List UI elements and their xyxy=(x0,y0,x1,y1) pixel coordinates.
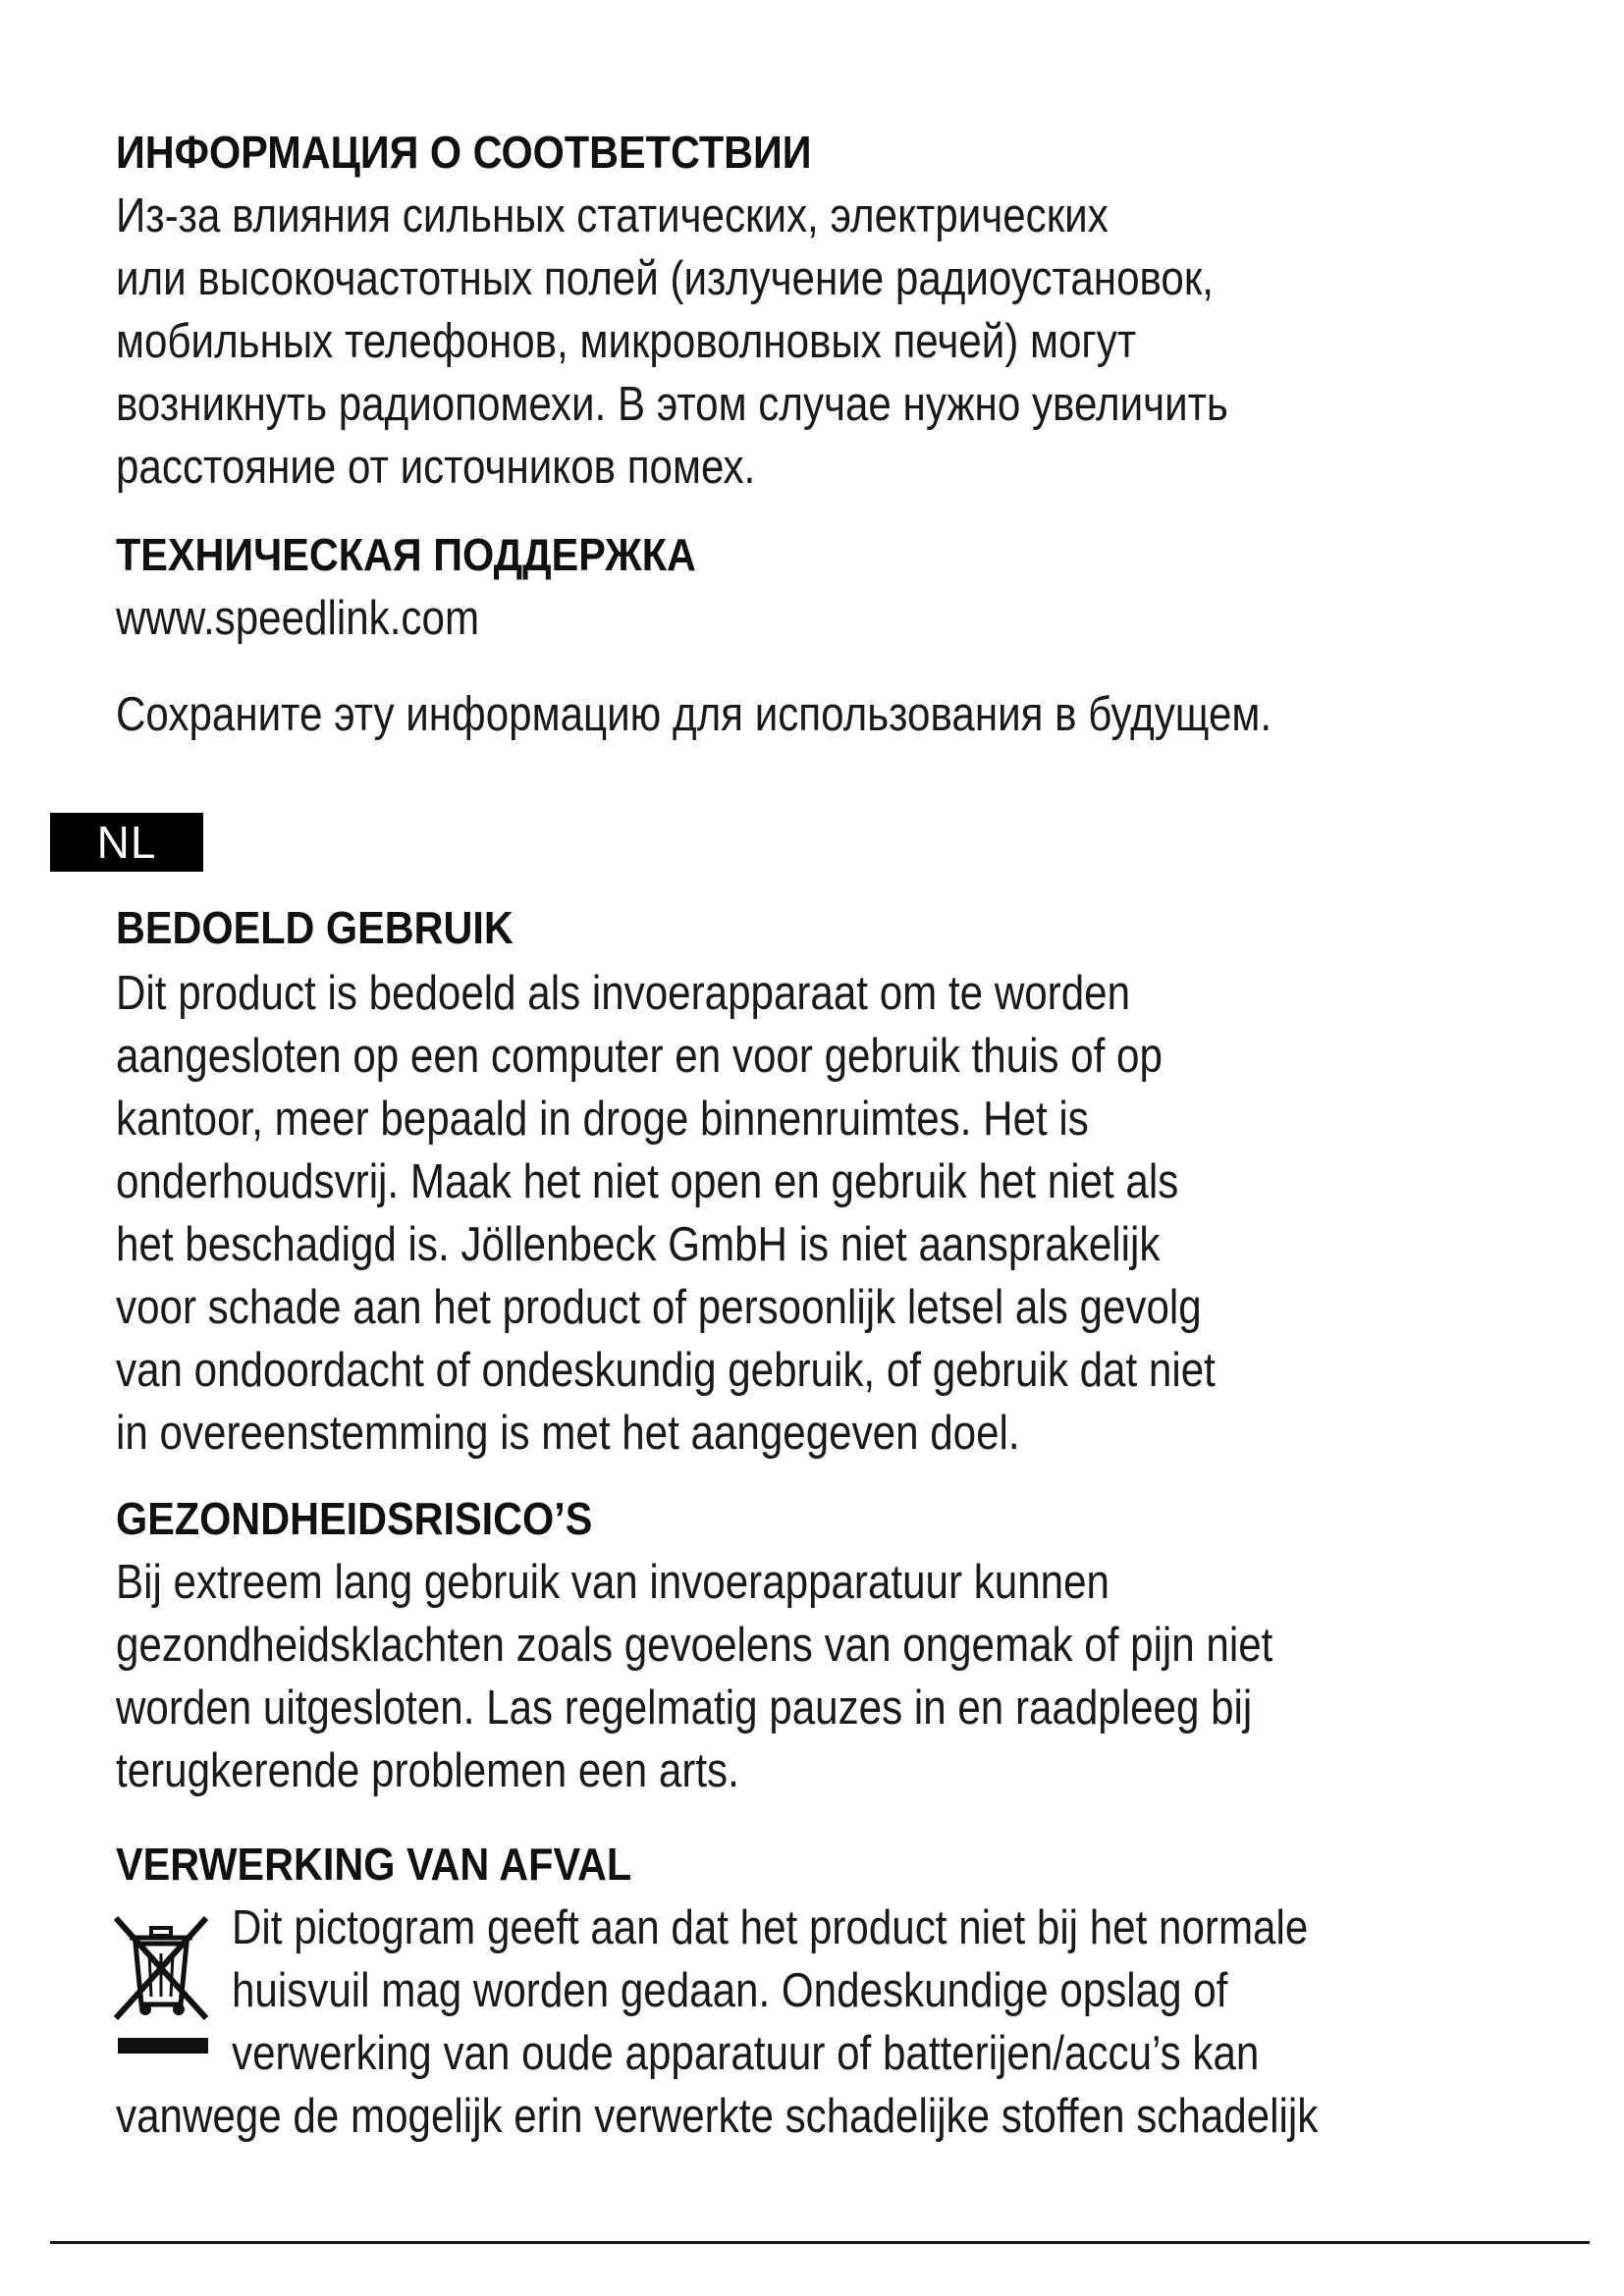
text-line: huisvuil mag worden gedaan. Ondeskundige opslag of xyxy=(232,1964,1228,2017)
page-bottom-rule xyxy=(50,2241,1590,2244)
text-line: worden uitgesloten. Las regelmatig pauzes in en raadpleeg bij xyxy=(116,1682,1253,1735)
ru-support-heading: ТЕХНИЧЕСКАЯ ПОДДЕРЖКА xyxy=(116,529,696,580)
text-line: Из-за влияния сильных статических, электрических xyxy=(116,189,1109,242)
text-line: или высокочастотных полей (излучение радиоустановок, xyxy=(116,252,1215,305)
text-line: kantoor, meer bepaald in droge binnenruimtes. Het is xyxy=(116,1093,1089,1146)
nl-intended-use-section xyxy=(116,901,1569,1465)
text-line: Bij extreem lang gebruik van invoerapparatuur kunnen xyxy=(116,1556,1110,1609)
text-line: in overeenstemming is met het aangegeven doel. xyxy=(116,1407,1020,1460)
text-line: мобильных телефонов, микроволновых печей) могут xyxy=(116,315,1137,368)
text-line: расстояние от источников помех. xyxy=(116,441,756,494)
language-tag-nl: NL xyxy=(50,813,203,872)
text-line: возникнуть радиопомехи. В этом случае нужно увеличить xyxy=(116,378,1228,431)
nl-intended-use-text xyxy=(116,962,1569,1465)
text-line: terugkerende problemen een arts. xyxy=(116,1744,739,1797)
nl-intended-use-heading: BEDOELD GEBRUIK xyxy=(116,902,514,953)
nl-disposal-section xyxy=(116,1838,1569,2148)
text-line: voor schade aan het product of persoonlijk letsel als gevolg xyxy=(116,1281,1202,1334)
text-line: aangesloten op een computer en voor gebruik thuis of op xyxy=(116,1030,1163,1083)
text-line: het beschadigd is. Jöllenbeck GmbH is niet aansprakelijk xyxy=(116,1218,1161,1271)
weee-crossed-bin-icon xyxy=(110,1912,212,2059)
nl-health-text xyxy=(116,1551,1569,1802)
keep-info-note: Сохраните эту информацию для использования в будущем. xyxy=(116,688,1272,741)
text-line: vanwege de mogelijk erin verwerkte schadelijke stoffen schadelijk xyxy=(116,2090,1319,2143)
text-line: verwerking van oude apparatuur of batterijen/accu’s kan xyxy=(232,2027,1260,2080)
text-line: Dit product is bedoeld als invoerapparaat om te worden xyxy=(116,967,1131,1020)
text-line: van ondoordacht of ondeskundig gebruik, of gebruik dat niet xyxy=(116,1344,1216,1397)
text-line: onderhoudsvrij. Maak het niet open en gebruik het niet als xyxy=(116,1155,1179,1208)
ru-compliance-section xyxy=(116,126,1569,499)
text-line: gezondheidsklachten zoals gevoelens van ongemak of pijn niet xyxy=(116,1619,1273,1672)
ru-compliance-text xyxy=(116,185,1569,499)
nl-health-heading: GEZONDHEIDSRISICO’S xyxy=(116,1493,593,1544)
nl-health-section xyxy=(116,1492,1569,1802)
text-line: Dit pictogram geeft aan dat het product niet bij het normale xyxy=(232,1901,1309,1954)
nl-disposal-indented-text xyxy=(116,1896,1569,2085)
support-url: www.speedlink.com xyxy=(116,592,480,645)
nl-disposal-heading: VERWERKING VAN AFVAL xyxy=(116,1839,632,1890)
ru-compliance-heading: ИНФОРМАЦИЯ О СООТВЕТСТВИИ xyxy=(116,127,812,178)
ru-support-section xyxy=(116,528,1569,746)
